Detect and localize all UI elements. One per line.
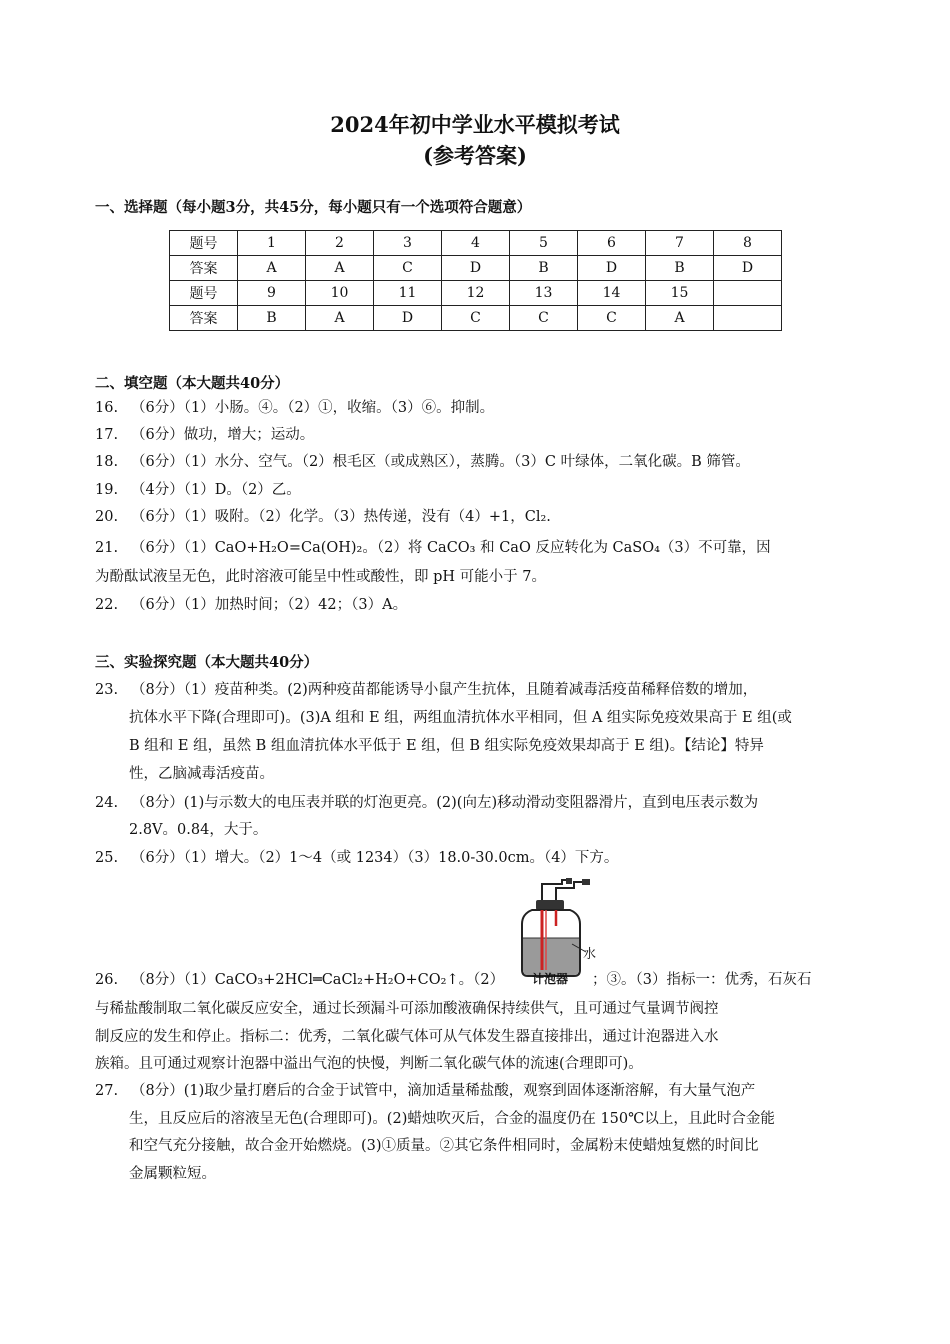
table-cell: B	[510, 256, 578, 281]
table-cell	[714, 281, 782, 306]
table-cell: D	[374, 306, 442, 331]
table-cell: 14	[578, 281, 646, 306]
figure-water-label: 水	[583, 947, 597, 962]
answer-text: （6分）（1）加热时间；（2）42；（3）A。	[131, 597, 408, 613]
table-cell: 3	[374, 231, 442, 256]
table-cell: C	[442, 306, 510, 331]
answer-text-line: 2.8V。0.84，大于。	[129, 822, 268, 838]
question-number: 22.	[95, 597, 119, 613]
question-number: 19.	[95, 482, 119, 498]
question-number: 23.	[95, 682, 119, 698]
answer-text: （8分）（1）疫苗种类。(2)两种疫苗都能诱导小鼠产生抗体，且随着减毒活疫苗稀释倍数的增加，	[131, 682, 758, 698]
table-cell: 答案	[170, 306, 238, 331]
question-number: 27.	[95, 1083, 119, 1099]
answer-text-line: 抗体水平下降(合理即可)。(3)A 组和 E 组，两组血清抗体水平相同，但 A 组实际免疫效果高于 E 组(或	[129, 710, 792, 726]
answer-21	[95, 535, 860, 562]
table-cell: C	[374, 256, 442, 281]
table-cell: 7	[646, 231, 714, 256]
table-cell: 9	[238, 281, 306, 306]
table-cell: C	[510, 306, 578, 331]
table-cell: 题号	[170, 231, 238, 256]
table-cell: 6	[578, 231, 646, 256]
answer-table	[169, 230, 782, 331]
table-cell	[714, 306, 782, 331]
table-cell: 答案	[170, 256, 238, 281]
answer-text: （6分）（1）增大。（2）1～4（或 1234）（3）18.0-30.0cm。（4）下方。	[131, 850, 619, 866]
answer-text: （6分）（1）小肠。④。（2）①，收缩。（3）⑥。抑制。	[131, 400, 495, 416]
answer-text: （8分）（1）CaCO₃+2HCl═CaCl₂+H₂O+CO₂↑。（2）	[131, 972, 505, 988]
table-cell: A	[306, 256, 374, 281]
section3-heading: 三、实验探究题（本大题共40分）	[95, 654, 319, 671]
table-cell: 13	[510, 281, 578, 306]
table-cell: 1	[238, 231, 306, 256]
question-number: 17.	[95, 427, 119, 443]
answer-16	[95, 395, 860, 422]
table-cell: 5	[510, 231, 578, 256]
answer-17	[95, 422, 860, 449]
table-cell: B	[646, 256, 714, 281]
table-cell: 15	[646, 281, 714, 306]
answer-text-line: 和空气充分接触，故合金开始燃烧。(3)①质量。②其它条件相同时，金属粉末使蜡烛复燃的时间比	[129, 1138, 759, 1154]
question-number: 25.	[95, 850, 119, 866]
page-subtitle: (参考答案)	[423, 143, 527, 168]
table-row	[170, 256, 782, 281]
question-number: 26.	[95, 972, 119, 988]
table-cell: D	[442, 256, 510, 281]
table-cell: 2	[306, 231, 374, 256]
question-number: 18.	[95, 454, 119, 470]
answer-text: （8分）(1)与示数大的电压表并联的灯泡更亮。(2)(向左)移动滑动变阻器滑片，直到电压表示数为	[131, 795, 759, 811]
answer-20	[95, 504, 860, 531]
answer-text: （4分）（1）D。（2）乙。	[131, 482, 301, 498]
answer-24	[95, 790, 860, 817]
answer-27	[95, 1078, 860, 1105]
question-number: 24.	[95, 795, 119, 811]
answer-text: （6分）（1）CaO+H₂O=Ca(OH)₂。（2）将 CaCO₃ 和 CaO 反应转化为 CaSO₄（3）不可靠，因	[131, 540, 771, 556]
table-cell: D	[578, 256, 646, 281]
table-cell: A	[306, 306, 374, 331]
table-cell: 12	[442, 281, 510, 306]
answer-23	[95, 677, 860, 704]
answer-21-cont: 为酚酞试液呈无色，此时溶液可能呈中性或酸性，即 pH 可能小于 7。	[95, 569, 546, 585]
answer-19	[95, 477, 860, 504]
table-cell: 8	[714, 231, 782, 256]
table-cell: 10	[306, 281, 374, 306]
table-row	[170, 281, 782, 306]
table-cell: A	[646, 306, 714, 331]
table-row	[170, 306, 782, 331]
answer-text-line: 金属颗粒短。	[129, 1166, 216, 1182]
question-number: 21.	[95, 540, 119, 556]
section1-heading: 一、选择题（每小题3分，共45分，每小题只有一个选项符合题意）	[95, 199, 532, 216]
answer-18	[95, 449, 860, 476]
answer-text: ；③。（3）指标一：优秀，石灰石	[592, 972, 812, 988]
table-cell: B	[238, 306, 306, 331]
answer-text: （6分）（1）水分、空气。（2）根毛区（或成熟区），蒸腾。（3）C 叶绿体，二氧化碳。B 筛管。	[131, 454, 750, 470]
table-cell: 4	[442, 231, 510, 256]
answer-25	[95, 845, 860, 872]
answer-text: （6分）（1）吸附。（2）化学。（3）热传递，没有（4）+1，Cl₂.	[131, 509, 551, 525]
answer-22	[95, 592, 860, 619]
answer-text: （6分）做功，增大；运动。	[131, 427, 315, 443]
answer-text: （8分）(1)取少量打磨后的合金于试管中，滴加适量稀盐酸，观察到固体逐渐溶解，有大量气泡产	[131, 1083, 756, 1099]
question-number: 20.	[95, 509, 119, 525]
table-row	[170, 231, 782, 256]
answer-text-line: B 组和 E 组，虽然 B 组血清抗体水平低于 E 组，但 B 组实际免疫效果却高于 E 组)。【结论】特异	[129, 738, 764, 754]
answer-text-line: 制反应的发生和停止。指标二：优秀，二氧化碳气体可从气体发生器直接排出，通过计泡器进入水	[95, 1029, 719, 1045]
figure-caption: 计泡器	[532, 972, 569, 986]
page-title: 2024年初中学业水平模拟考试	[330, 112, 620, 137]
answer-text-line: 生，且反应后的溶液呈无色(合理即可)。(2)蜡烛吹灭后，合金的温度仍在 150℃以上，且此时合金能	[129, 1111, 775, 1127]
answer-text-line: 性，乙脑减毒活疫苗。	[129, 766, 274, 782]
question-number: 16.	[95, 400, 119, 416]
answer-text-line: 与稀盐酸制取二氧化碳反应安全，通过长颈漏斗可添加酸液确保持续供气，且可通过气量调节阀控	[95, 1001, 719, 1017]
table-cell: C	[578, 306, 646, 331]
table-cell: D	[714, 256, 782, 281]
section2-heading: 二、填空题（本大题共40分）	[95, 375, 290, 392]
table-cell: A	[238, 256, 306, 281]
table-cell: 题号	[170, 281, 238, 306]
table-cell: 11	[374, 281, 442, 306]
answer-text-line: 族箱。且可通过观察计泡器中溢出气泡的快慢，判断二氧化碳气体的流速(合理即可)。	[95, 1056, 643, 1072]
